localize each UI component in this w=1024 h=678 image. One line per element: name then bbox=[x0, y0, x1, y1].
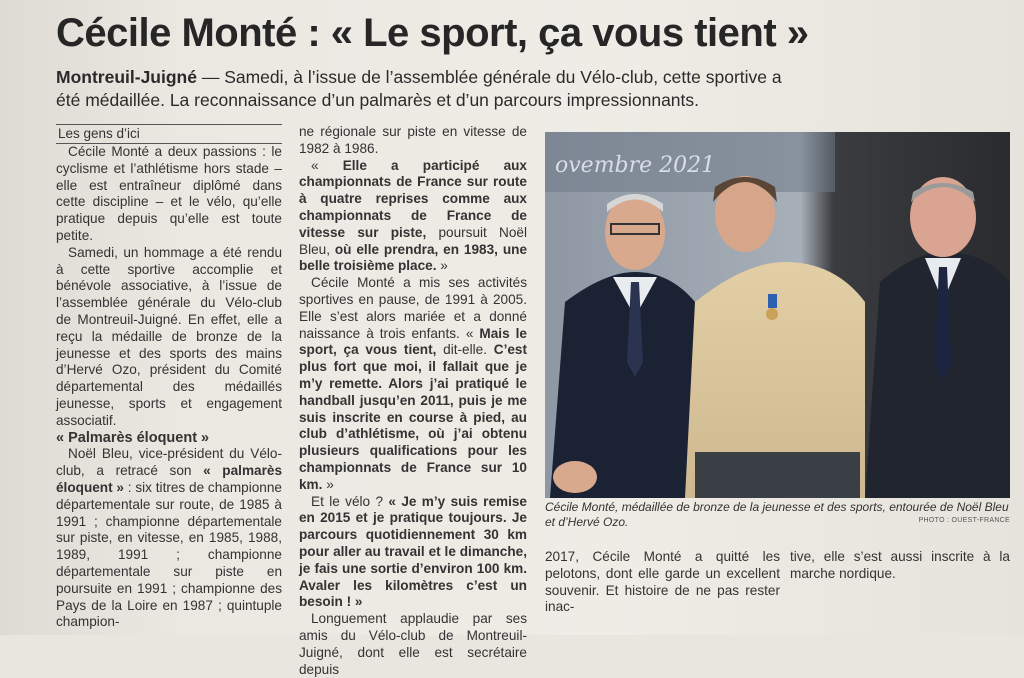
paragraph: Cécile Monté a deux passions : le cyclisme et l’athlétisme hors stade – elle est entraîneur diplômé dans cette discipline – et le vélo, qu’elle pratique depuis qu’elle est toute petite. bbox=[56, 144, 282, 243]
photo-illustration bbox=[545, 132, 1010, 498]
lead-place: Montreuil-Juigné bbox=[56, 67, 197, 87]
subheading: « Palmarès éloquent » bbox=[56, 429, 210, 446]
text-run: poursuit Noël Bleu, bbox=[299, 224, 527, 257]
article-column-2 bbox=[299, 124, 527, 678]
photo-credit: PHOTO : OUEST-FRANCE bbox=[918, 517, 1010, 524]
lead-paragraph bbox=[56, 66, 796, 112]
text-run: Cécile Monté a mis ses activités sportives en pause, de 1991 à 2005. Elle s’est alors mariée et a donné naissance à trois enfants. bbox=[299, 275, 527, 341]
article-column-3: 2017, Cécile Monté a quitté les pelotons, dont elle garde un excellent souvenir. Et histoire de ne pas rester inac- bbox=[545, 549, 780, 615]
headline: Cécile Monté : « Le sport, ça vous tient » bbox=[56, 11, 809, 55]
text-run: » bbox=[322, 476, 334, 492]
lead-separator: — bbox=[196, 67, 225, 87]
text-run: Noël Bleu, vice-président du Vélo-club, a retracé son bbox=[56, 446, 282, 479]
bold-quote: où elle prendra, en 1983, une belle troisième place. bbox=[299, 241, 527, 274]
rubric-label: Les gens d’ici bbox=[56, 124, 282, 144]
text-run: « bbox=[459, 325, 480, 341]
banner-text: ovembre 2021 bbox=[555, 153, 716, 178]
lead-text: Samedi, à l’issue de l’assemblée générale du Vélo-club, cette sportive a été médaillée. La reconnaissance d’un palmarès et d’un parcours impressionnants. bbox=[56, 67, 782, 110]
paragraph: ne régionale sur piste en vitesse de 1982 à 1986. bbox=[299, 124, 527, 156]
bold-quote: Elle a participé aux championnats de France sur route à quatre reprises comme aux championnats de France de vitesse sur piste, bbox=[299, 157, 527, 240]
article-column-4: tive, elle s’est aussi inscrite à la marche nordique. bbox=[790, 549, 1010, 581]
paragraph bbox=[56, 446, 282, 631]
bold-quote: C’est plus fort que moi, il fallait que je m’y remette. Alors j’ai pratiqué le handball jusqu’en 2011, puis je me suis inscrite en course à pied, au club d’athlétisme, où j’ai obtenu plusieurs qualifications pour les championnats de France sur 10 km. bbox=[299, 342, 527, 492]
paragraph: Longuement applaudie par ses amis du Vélo-club de Montreuil-Juigné, dont elle est secrétaire depuis bbox=[299, 611, 527, 677]
medal bbox=[766, 308, 778, 320]
bold-quote: Mais le sport, ça vous tient, bbox=[299, 325, 527, 358]
paragraph bbox=[299, 158, 527, 276]
paragraph bbox=[299, 494, 527, 612]
article-column-1 bbox=[56, 124, 282, 631]
paragraph bbox=[299, 275, 527, 493]
bold-quote: « palmarès éloquent » bbox=[56, 463, 282, 495]
text-run: : six titres de championne départementale sur route, de 1985 à 1991 ; championne départementale sur piste, en vitesse, en 1985, 1988, 1989, 1991 ; championne départementale sur piste en poursuite en 1991 ; championne des Pays de la Loire en 1987 ; quintuple champion- bbox=[56, 479, 282, 630]
bold-quote: « Je m’y suis remise en 2015 et je pratique toujours. Je parcours quotidiennement 30 km pour aller au travail et le dimanche, je fais une sortie d’environ 100 km. Avaler les kilomètres c’est un besoin ! » bbox=[299, 493, 527, 610]
photo-caption bbox=[545, 500, 1010, 529]
text-run: dit-elle. bbox=[436, 342, 494, 358]
medal-ribbon bbox=[768, 294, 777, 308]
paragraph: Samedi, un hommage a été rendu à cette sportive accomplie et bénévole associative, à l’issue de l’assemblée générale du Vélo-club de Montreuil-Juigné. En effet, elle a reçu la médaille de bronze de la jeunesse et des sports des mains d’Hervé Ozo, président du Comité départemental des médaillés jeunesse, sports et engagement associatif. bbox=[56, 244, 282, 428]
article-photo bbox=[545, 132, 1010, 498]
text-run: » bbox=[436, 258, 448, 274]
text-run: Et le vélo ? bbox=[311, 493, 389, 509]
text-run: « bbox=[311, 157, 343, 173]
caption-text: Cécile Monté, médaillée de bronze de la jeunesse et des sports, entourée de Noël Bleu et d’Hervé Ozo. bbox=[545, 500, 1009, 529]
